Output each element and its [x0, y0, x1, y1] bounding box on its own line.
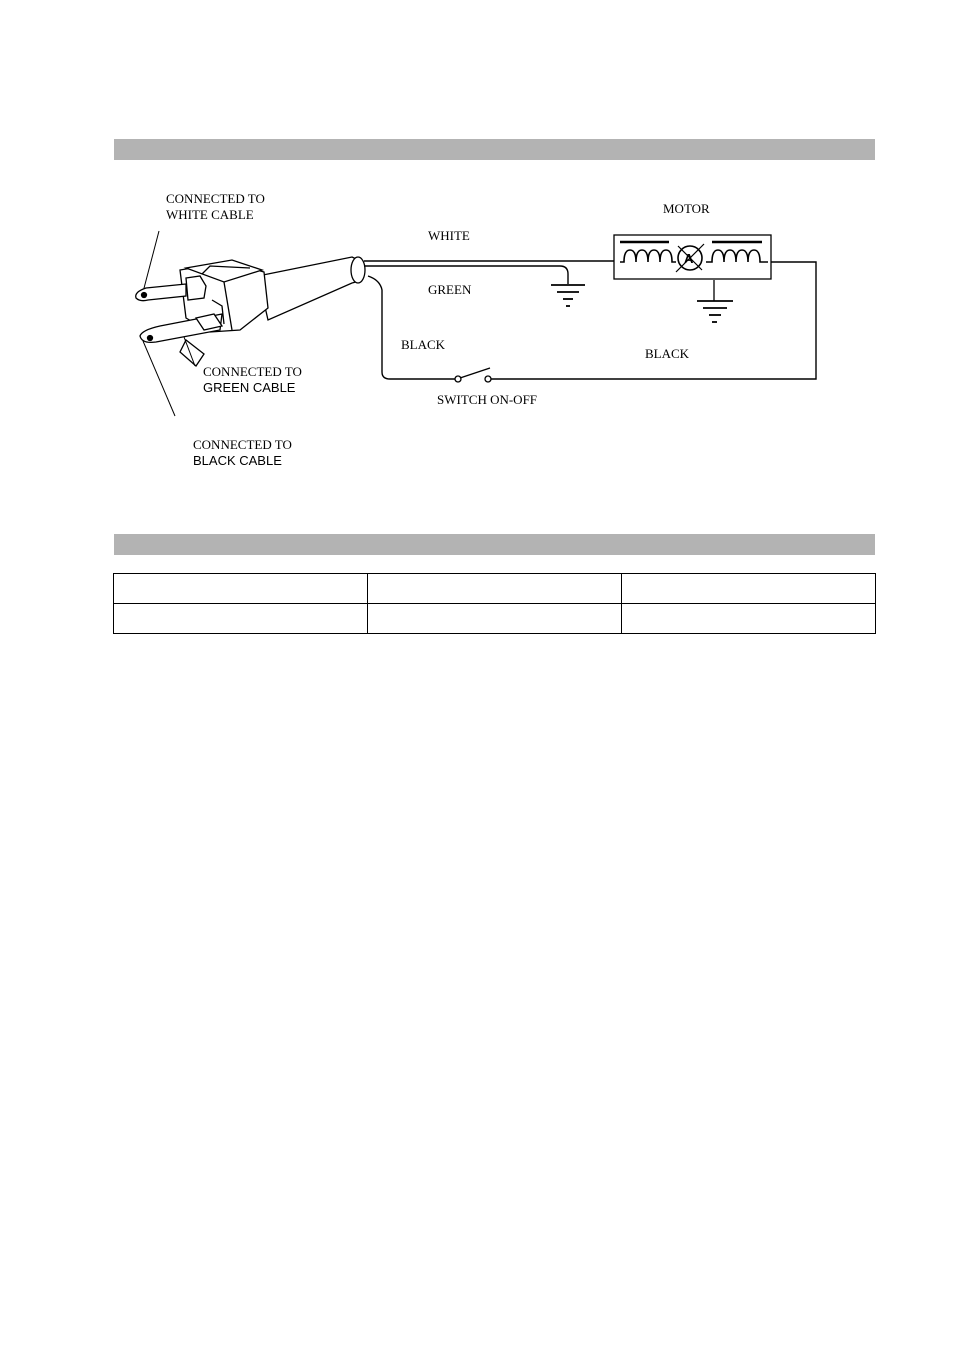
plug-icon: [136, 257, 365, 366]
label-black-cable-line2: BLACK CABLE: [193, 453, 282, 468]
label-white-cable-line2: WHITE CABLE: [166, 207, 254, 222]
table-row: [114, 574, 876, 604]
wiring-diagram: [0, 0, 954, 520]
label-black-cable-line1: CONNECTED TO: [193, 437, 292, 452]
table-cell: [622, 604, 876, 634]
label-motor: MOTOR: [663, 201, 710, 216]
label-white-cable-line1: CONNECTED TO: [166, 191, 265, 206]
label-switch: SWITCH ON-OFF: [437, 392, 538, 407]
spec-table: [113, 573, 876, 634]
section-header-bar-bottom: [114, 534, 875, 555]
label-green-wire: GREEN: [428, 282, 472, 297]
table-cell: [114, 574, 368, 604]
table-cell: [368, 604, 622, 634]
label-black-wire-left: BLACK: [401, 337, 446, 352]
label-green-cable-line2: GREEN CABLE: [203, 380, 296, 395]
motor-symbol-letter: A: [684, 251, 694, 266]
switch-icon: [455, 368, 491, 382]
label-black-wire-right: BLACK: [645, 346, 690, 361]
label-green-cable-line1: CONNECTED TO: [203, 364, 302, 379]
ground-icon-motor: [697, 280, 733, 322]
table-cell: [622, 574, 876, 604]
ground-icon-green: [551, 285, 585, 306]
label-white-wire: WHITE: [428, 228, 470, 243]
table-cell: [114, 604, 368, 634]
table-row: [114, 604, 876, 634]
table-cell: [368, 574, 622, 604]
